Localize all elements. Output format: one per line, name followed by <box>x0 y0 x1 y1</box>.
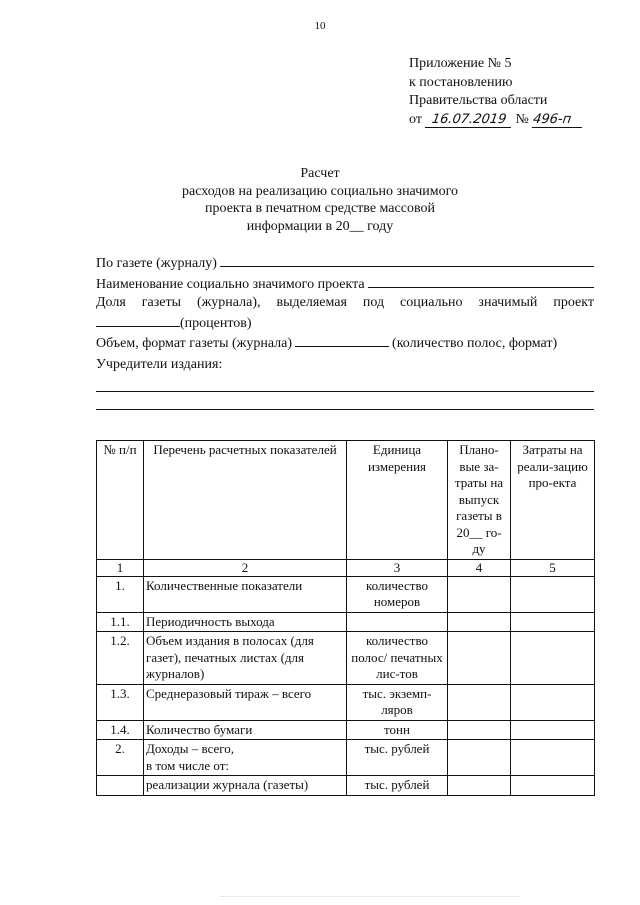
row-name: Количественные показатели <box>144 576 347 612</box>
row-unit: тонн <box>347 720 448 740</box>
row-num: 1.4. <box>97 720 144 740</box>
title-line-2: расходов на реализацию социально значимого <box>182 183 458 199</box>
form-fields <box>96 253 594 354</box>
share-unit-label: (процентов) <box>180 315 252 331</box>
handwritten-date: 16.07.2019 <box>425 112 513 128</box>
founders-blank-line-2[interactable] <box>96 409 594 410</box>
founders-label: Учредители издания: <box>96 357 223 372</box>
page-number: 10 <box>314 20 326 32</box>
row-num: 1.2. <box>97 632 144 685</box>
row-name: Периодичность выхода <box>144 612 347 632</box>
volume-hint: (количество полос, формат) <box>392 336 558 351</box>
handwritten-number: 496-п <box>532 112 584 128</box>
row-unit: тыс. рублей <box>347 740 448 776</box>
row-unit: количество полос/ печатных лис-тов <box>347 632 448 685</box>
project-name-field <box>96 274 594 295</box>
row-unit: тыс. рублей <box>347 776 448 796</box>
costs-cell[interactable] <box>511 776 595 796</box>
newspaper-field <box>96 253 594 274</box>
appendix-header <box>409 55 583 129</box>
row-num: 1. <box>97 576 144 612</box>
row-name: Объем издания в полосах (для газет), печатных листах (для журналов) <box>144 632 347 685</box>
project-name-blank[interactable] <box>368 274 594 288</box>
column-number: 4 <box>448 559 511 576</box>
appendix-line-2: к постановлению <box>409 74 513 90</box>
row-num: 1.1. <box>97 612 144 632</box>
header-indicators: Перечень расчетных показателей <box>144 441 347 560</box>
column-number: 3 <box>347 559 448 576</box>
title-line-1: Расчет <box>300 166 340 181</box>
table-row <box>97 684 595 720</box>
row-name: Среднеразовый тираж – всего <box>144 684 347 720</box>
title-line-3: проекта в печатном средстве массовой <box>205 201 435 216</box>
column-number: 1 <box>97 559 144 576</box>
appendix-line-3: Правительства области <box>409 93 548 108</box>
costs-cell[interactable] <box>511 720 595 740</box>
row-unit <box>347 612 448 632</box>
volume-label: Объем, формат газеты (журнала) <box>96 336 293 351</box>
appendix-date-line <box>409 111 583 130</box>
row-name: Количество бумаги <box>144 720 347 740</box>
row-num: 1.3. <box>97 684 144 720</box>
row-name-line-1: Доходы – всего, <box>146 741 235 756</box>
costs-cell[interactable] <box>511 612 595 632</box>
row-name-line-2: в том числе от: <box>146 757 230 773</box>
header-num: № п/п <box>97 441 144 560</box>
header-unit: Единица измерения <box>347 441 448 560</box>
from-label: от <box>409 111 422 127</box>
costs-cell[interactable] <box>511 740 595 776</box>
column-number: 5 <box>511 559 595 576</box>
costs-cell[interactable] <box>511 632 595 685</box>
column-number: 2 <box>144 559 347 576</box>
table-row <box>97 740 595 776</box>
table-row <box>97 776 595 796</box>
planned-cell[interactable] <box>448 684 511 720</box>
planned-cell[interactable] <box>448 576 511 612</box>
volume-blank[interactable] <box>295 333 389 347</box>
volume-field <box>96 333 594 354</box>
header-costs: Затраты на реали-зацию про-екта <box>511 441 595 560</box>
column-number-row <box>97 559 595 576</box>
planned-cell[interactable] <box>448 612 511 632</box>
share-field-line-2 <box>96 313 594 334</box>
share-blank[interactable] <box>96 313 180 327</box>
row-unit: количество номеров <box>347 576 448 612</box>
header-planned: Плано-вые за-траты на выпуск газеты в 20__ го-ду <box>448 441 511 560</box>
row-unit: тыс. экземп-ляров <box>347 684 448 720</box>
calculation-table <box>96 440 595 796</box>
appendix-line-1: Приложение № 5 <box>409 56 512 71</box>
table-row <box>97 576 595 612</box>
newspaper-blank[interactable] <box>220 253 594 267</box>
planned-cell[interactable] <box>448 776 511 796</box>
costs-cell[interactable] <box>511 684 595 720</box>
row-num <box>97 776 144 796</box>
planned-cell[interactable] <box>448 720 511 740</box>
page-edge-artifact <box>220 896 520 900</box>
planned-cell[interactable] <box>448 632 511 685</box>
planned-cell[interactable] <box>448 740 511 776</box>
table-row <box>97 632 595 685</box>
row-name: реализации журнала (газеты) <box>144 776 347 796</box>
table-row <box>97 720 595 740</box>
share-field-line-1: Доля газеты (журнала), выделяемая под социально значимый проект <box>96 295 594 310</box>
costs-cell[interactable] <box>511 576 595 612</box>
project-name-label: Наименование социально значимого проекта <box>96 276 365 292</box>
number-label: № <box>515 111 529 127</box>
table-row <box>97 612 595 632</box>
table-header-row <box>97 441 595 560</box>
row-num: 2. <box>97 740 144 776</box>
document-title <box>0 165 640 235</box>
title-line-4: информации в 20__ году <box>246 218 394 234</box>
founders-blank-line-1[interactable] <box>96 391 594 392</box>
row-name <box>144 740 347 776</box>
newspaper-label: По газете (журналу) <box>96 256 217 271</box>
